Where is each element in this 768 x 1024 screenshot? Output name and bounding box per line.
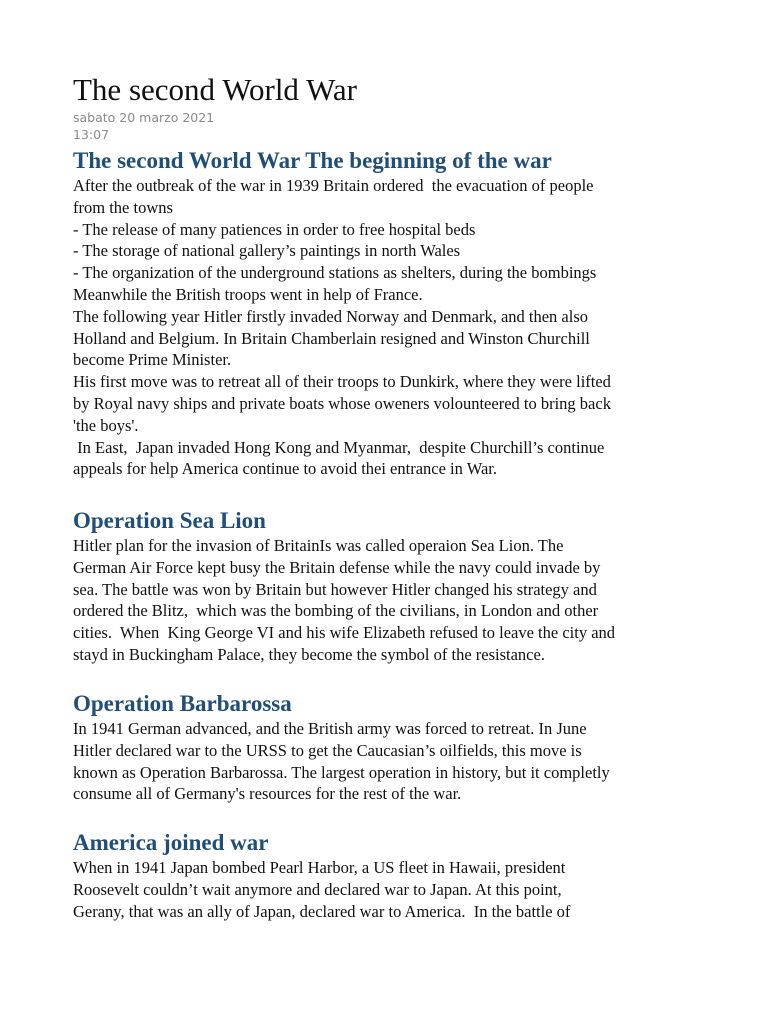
page-date: sabato 20 marzo 2021 <box>73 110 215 125</box>
body-line: ordered the Blitz, which was the bombing of the civilians, in London and other <box>73 601 599 621</box>
body-line: - The storage of national gallery’s paintings in north Wales <box>73 241 461 261</box>
body-line: In East, Japan invaded Hong Kong and Myanmar, despite Churchill’s continue <box>73 437 605 457</box>
section-heading: The second World War The beginning of the war <box>73 148 552 173</box>
section-operation-sea-lion <box>73 507 713 666</box>
body-line: known as Operation Barbarossa. The largest operation in history, but it completly <box>73 762 610 782</box>
section-body <box>73 718 713 805</box>
body-line: Gerany, that was an ally of Japan, declared war to America. In the battle of <box>73 901 571 921</box>
section-operation-barbarossa <box>73 690 713 805</box>
section-body <box>73 535 713 666</box>
body-line: appeals for help America continue to avoid thei entrance in War. <box>73 459 498 479</box>
body-line: When in 1941 Japan bombed Pearl Harbor, a US fleet in Hawaii, president <box>73 858 566 877</box>
page-time: 13:07 <box>73 127 110 142</box>
body-line: cities. When King George VI and his wife Elizabeth refused to leave the city and <box>73 623 616 643</box>
body-line: Hitler declared war to the URSS to get the Caucasian’s oilfields, this move is <box>73 740 582 760</box>
body-line: sea. The battle was won by Britain but however Hitler changed his strategy and <box>73 579 597 599</box>
body-line: In 1941 German advanced, and the British army was forced to retreat. In June <box>73 719 587 738</box>
body-line: - The release of many patiences in order to free hospital beds <box>73 219 476 239</box>
body-line: After the outbreak of the war in 1939 Britain ordered the evacuation of people <box>73 176 594 195</box>
body-line: German Air Force kept busy the Britain defense while the navy could invade by <box>73 557 601 577</box>
body-line: His first move was to retreat all of their troops to Dunkirk, where they were lifted <box>73 372 611 392</box>
body-line: Hitler plan for the invasion of BritainIs was called operaion Sea Lion. The <box>73 536 564 555</box>
body-line: consume all of Germany's resources for the rest of the war. <box>73 784 462 804</box>
section-body <box>73 175 713 480</box>
body-line: by Royal navy ships and private boats whose oweners volounteered to bring back <box>73 393 611 413</box>
section-heading: America joined war <box>73 830 269 855</box>
body-line: 'the boys'. <box>73 415 139 435</box>
body-line: Meanwhile the British troops went in help of France. <box>73 284 423 304</box>
body-line: from the towns <box>73 197 173 217</box>
section-america-joined-war <box>73 829 713 922</box>
section-heading: Operation Barbarossa <box>73 691 292 716</box>
body-line: - The organization of the underground stations as shelters, during the bombings <box>73 263 597 283</box>
body-line: stayd in Buckingham Palace, they become the symbol of the resistance. <box>73 644 545 664</box>
body-line: Holland and Belgium. In Britain Chamberlain resigned and Winston Churchill <box>73 328 590 348</box>
body-line: The following year Hitler firstly invaded Norway and Denmark, and then also <box>73 306 589 326</box>
page-title: The second World War <box>73 72 357 107</box>
section-body <box>73 857 713 922</box>
section-heading: Operation Sea Lion <box>73 508 266 533</box>
body-line: become Prime Minister. <box>73 350 232 370</box>
section-beginning-of-war <box>73 147 713 480</box>
body-line: Roosevelt couldn’t wait anymore and declared war to Japan. At this point, <box>73 879 562 899</box>
